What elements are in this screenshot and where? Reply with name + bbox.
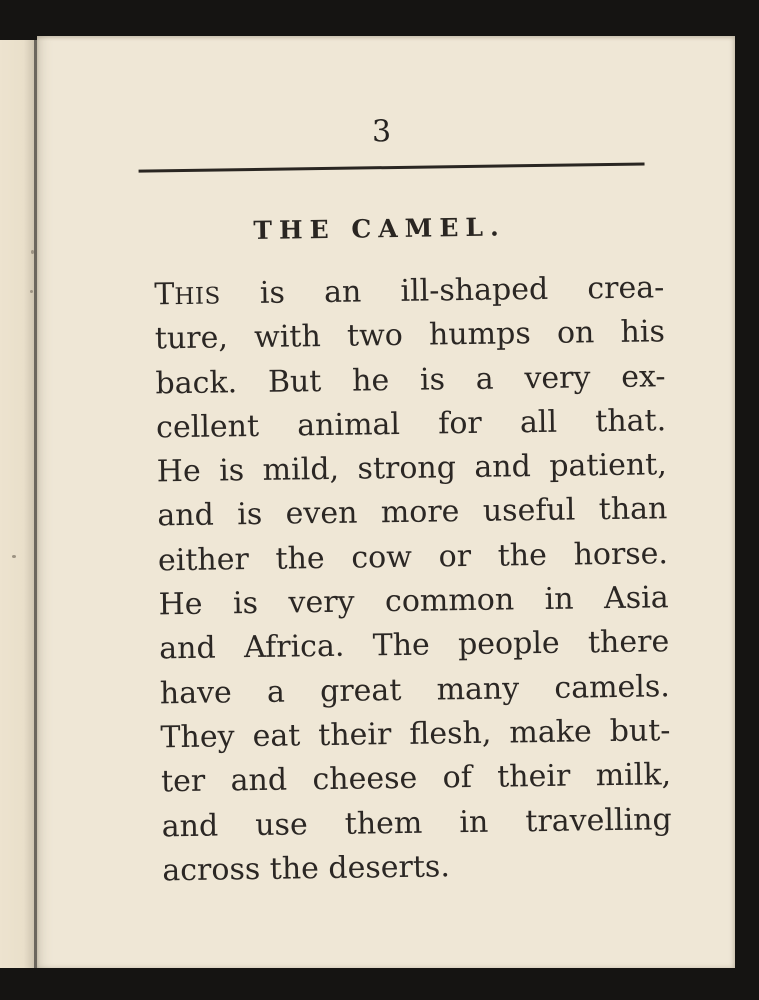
first-word-initial: T [154, 277, 175, 313]
book-page [37, 36, 735, 968]
text-line: have a great many camels. [159, 668, 671, 712]
first-word-small-caps: HIS [174, 283, 221, 311]
text-line: He is mild, strong and patient, [156, 447, 667, 490]
page-speck [12, 555, 16, 558]
page-content [31, 31, 742, 973]
text-line: ter and cheese of their milk, [160, 757, 672, 800]
header-rule [139, 163, 645, 173]
text-line: across the deserts. [162, 849, 451, 889]
chapter-heading: THE CAMEL. [253, 212, 506, 245]
text-line [154, 266, 665, 317]
page-speck [30, 290, 33, 293]
first-line-rest: is an ill-shaped crea- [220, 270, 665, 312]
body-paragraph [154, 266, 673, 893]
text-line: He is very common in Asia [158, 580, 669, 623]
text-line: either the cow or the horse. [157, 536, 669, 579]
page-number: 3 [371, 114, 392, 150]
text-line: and is even more useful than [157, 491, 668, 534]
text-line: They eat their flesh, make but- [160, 713, 671, 756]
left-page-edge [0, 40, 34, 968]
text-line: ture, with two humps on his [154, 314, 666, 357]
text-line: cellent animal for all that. [155, 403, 667, 446]
text-line: and Africa. The people there [159, 624, 670, 667]
text-line: and use them in travelling [161, 801, 672, 844]
text-line: back. But he is a very ex- [155, 358, 666, 401]
